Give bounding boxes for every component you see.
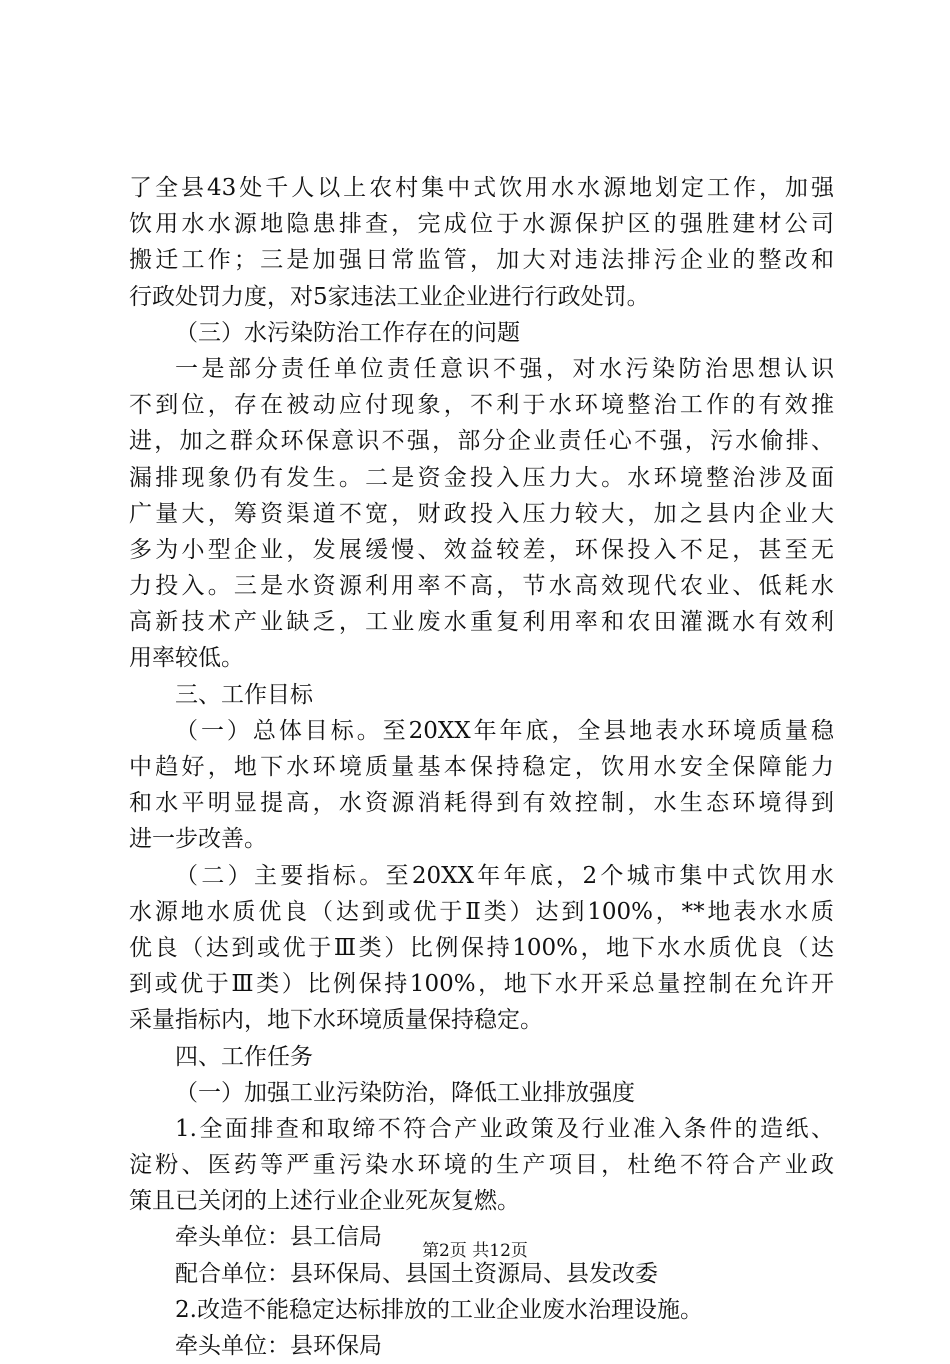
text-line: 饮用水水源地隐患排查，完成位于水源保护区的强胜建材公司	[129, 211, 834, 238]
text-line: 力投入。三是水资源利用率不高，节水高效现代农业、低耗水	[129, 573, 834, 600]
text-line: 搬迁工作；三是加强日常监管，加大对违法排污企业的整改和	[129, 247, 834, 274]
page-number: 第2页 共12页	[422, 1241, 528, 1261]
text-line: 牵头单位：县工信局	[175, 1224, 382, 1251]
text-line: 优良（达到或优于Ⅲ类）比例保持100%，地下水水质优良（达	[129, 934, 834, 961]
text-line: 2.改造不能稳定达标排放的工业企业废水治理设施。	[175, 1296, 703, 1323]
text-line: （一）总体目标。至20XX年年底，全县地表水环境质量稳	[175, 717, 834, 744]
text-line: 了全县43处千人以上农村集中式饮用水水源地划定工作，加强	[129, 175, 834, 201]
text-line: 到或优于Ⅲ类）比例保持100%，地下水开采总量控制在允许开	[129, 971, 834, 998]
text-line: 用率较低。	[129, 645, 244, 672]
text-line: 进一步改善。	[129, 826, 267, 853]
text-line: 不到位，存在被动应付现象，不利于水环境整治工作的有效推	[129, 392, 834, 419]
text-line: 和水平明显提高，水资源消耗得到有效控制，水生态环境得到	[129, 790, 834, 817]
text-line: 水源地水质优良（达到或优于Ⅱ类）达到100%，**地表水水质	[129, 898, 834, 925]
section-heading: （三）水污染防治工作存在的问题	[175, 319, 520, 346]
text-line: 牵头单位：县环保局	[175, 1333, 382, 1359]
text-line: （二）主要指标。至20XX年年底，2个城市集中式饮用水	[175, 862, 834, 889]
section-heading: 四、工作任务	[175, 1043, 313, 1070]
text-line: 漏排现象仍有发生。二是资金投入压力大。水环境整治涉及面	[129, 464, 834, 491]
text-line: 淀粉、医药等严重污染水环境的生产项目，杜绝不符合产业政	[129, 1152, 834, 1179]
text-line: 高新技术产业缺乏，工业废水重复利用率和农田灌溉水有效利	[129, 609, 834, 636]
text-line: 广量大，筹资渠道不宽，财政投入压力较大，加之县内企业大	[129, 500, 834, 527]
text-line: 进，加之群众环保意识不强，部分企业责任心不强，污水偷排、	[129, 428, 834, 455]
text-line: 行政处罚力度，对5家违法工业企业进行行政处罚。	[129, 283, 650, 310]
text-line: 采量指标内，地下水环境质量保持稳定。	[129, 1007, 543, 1034]
text-line: 配合单位：县环保局、县国土资源局、县发改委	[175, 1260, 658, 1287]
section-heading: 三、工作目标	[175, 681, 313, 708]
section-heading: （一）加强工业污染防治，降低工业排放强度	[175, 1079, 635, 1106]
text-line: 一是部分责任单位责任意识不强，对水污染防治思想认识	[175, 355, 834, 382]
text-line: 策且已关闭的上述行业企业死灰复燃。	[129, 1188, 520, 1215]
text-line: 中趋好，地下水环境质量基本保持稳定，饮用水安全保障能力	[129, 754, 834, 780]
document-body	[129, 170, 834, 1364]
text-line: 多为小型企业，发展缓慢、效益较差，环保投入不足，甚至无	[129, 536, 834, 563]
text-line: 1.全面排查和取缔不符合产业政策及行业准入条件的造纸、	[175, 1115, 834, 1142]
